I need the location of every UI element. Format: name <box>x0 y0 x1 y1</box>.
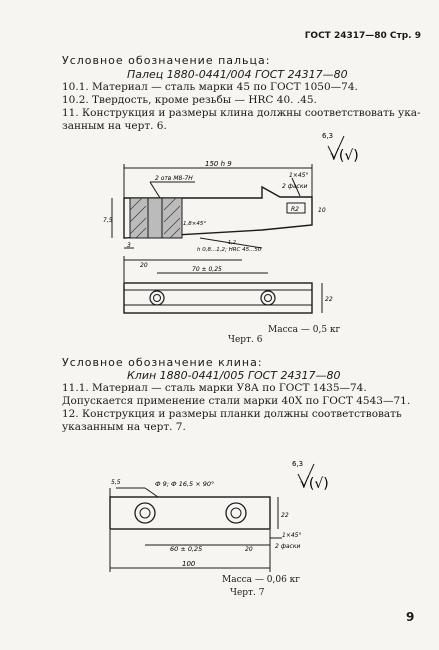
roughness-symbol-text-7: √(√) <box>300 476 329 492</box>
mass-7: Масса — 0,06 кг <box>222 575 300 585</box>
section1-title: Условное обозначение пальца: <box>62 54 271 67</box>
dim-angle-6: 1,8×45° <box>183 221 207 227</box>
dim-thread-6: 2 отв М8-7Н <box>155 175 193 182</box>
section2-designation: Клин 1880-0441/005 ГОСТ 24317—80 <box>127 369 341 382</box>
page-header: ГОСТ 24317—80 Стр. 9 <box>304 31 421 41</box>
caption-7: Черт. 7 <box>230 588 265 598</box>
para-11-1b: Допускается применение стали марки 40Х по ГОСТ 4543—71. <box>62 395 411 407</box>
dim-chamfer-note-7: 2 фаски <box>275 543 301 550</box>
caption-6: Черт. 6 <box>228 335 263 345</box>
dim-chamfer-note-6: 2 фаски <box>282 183 308 190</box>
para-12-line2: указанным на черт. 7. <box>62 421 186 433</box>
para-10-1: 10.1. Материал — сталь марки 45 по ГОСТ 1050—74. <box>62 81 358 93</box>
dim-spacing-7: 60 ± 0,25 <box>170 545 203 553</box>
dim-hardening-6: h 0,8...1,2; HRC 45...50 <box>197 247 262 253</box>
dim-10-6: 10 <box>318 207 326 214</box>
para-11-line2: занным на черт. 6. <box>62 120 167 132</box>
mass-6: Масса — 0,5 кг <box>268 325 341 335</box>
dim-22-6: 22 <box>325 296 333 303</box>
dim-r2-6: R2 <box>291 206 299 213</box>
para-10-2: 10.2. Твердость, кроме резьбы — HRC 40. .45. <box>62 94 317 106</box>
roughness-value-7: 6,3 <box>292 460 304 468</box>
para-11-line1: 11. Конструкция и размеры клина должны соответствовать ука- <box>62 107 421 119</box>
dim-3-6: 3 <box>127 242 131 249</box>
para-11-1: 11.1. Материал — сталь марки У8А по ГОСТ 1435—74. <box>62 382 367 394</box>
dim-12-6: 1,2 <box>228 240 236 246</box>
dim-22-7: 22 <box>281 512 289 519</box>
dim-spacing-6: 70 ± 0,25 <box>192 266 222 273</box>
para-12-line1: 12. Конструкция и размеры планки должны соответствовать <box>62 408 402 420</box>
page-number: 9 <box>406 610 415 624</box>
section2-title: Условное обозначение клина: <box>62 356 263 369</box>
roughness-symbol-text-6: √(√) <box>330 148 359 164</box>
roughness-value-6: 6,3 <box>322 132 334 140</box>
dim-overall-7: 100 <box>182 560 196 568</box>
section1-designation: Палец 1880-0441/004 ГОСТ 24317—80 <box>127 68 348 81</box>
dim-75-6: 7,5 <box>103 217 113 224</box>
dim-20-7: 20 <box>245 546 253 553</box>
dim-holes-7: Ф 9; Ф 16,5 × 90° <box>155 480 215 488</box>
dim-5-5-7: 5,5 <box>111 479 121 486</box>
dim-chamfer-7: 1×45° <box>282 532 302 539</box>
dim-overall-6: 150 h 9 <box>205 160 232 168</box>
dim-chamfer-6: 1×45° <box>289 172 309 179</box>
dim-20-6: 20 <box>140 262 148 269</box>
